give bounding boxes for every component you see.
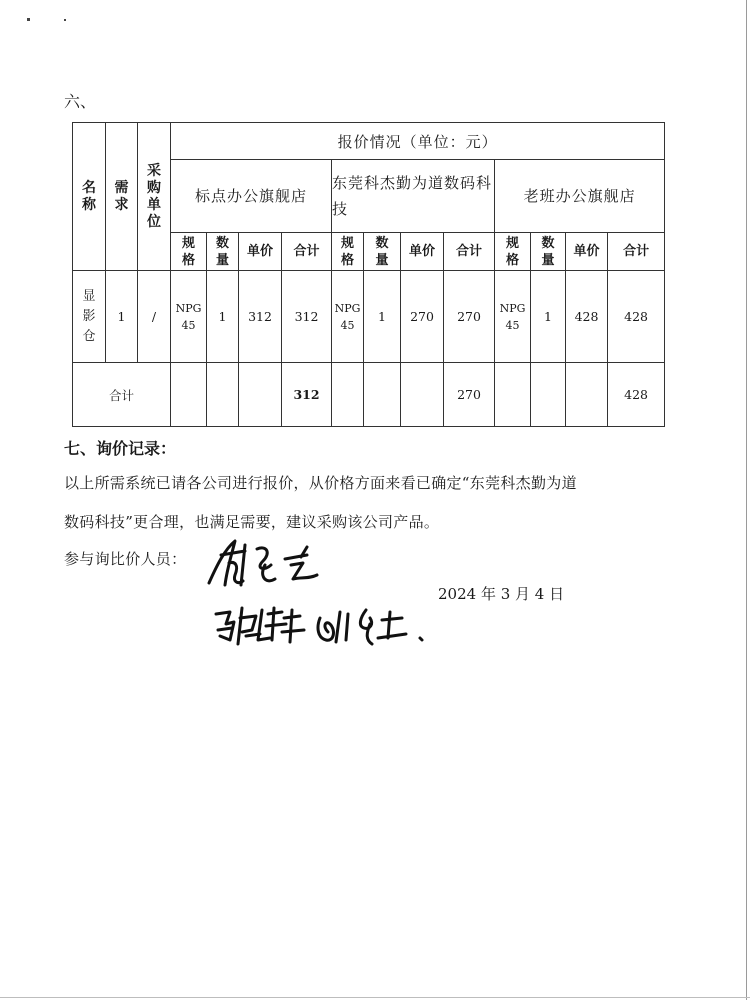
sum-label: 合计 xyxy=(73,363,171,427)
header-quote-info: 报价情况（单位：元） xyxy=(171,123,665,160)
s1-qty: 1 xyxy=(207,271,239,363)
s2-sum-total: 270 xyxy=(444,363,495,427)
inquiry-text-line-2: 数码科技”更合理，也满足需要，建议采购该公司产品。 xyxy=(64,513,440,531)
s3-spec: NPG45 xyxy=(495,271,531,363)
page-edge-right xyxy=(746,0,747,1000)
s3-total-header: 合计 xyxy=(608,233,665,271)
s2-total-header: 合计 xyxy=(444,233,495,271)
header-purchase-unit: 采购单位 xyxy=(138,123,171,271)
signing-date: 2024 年 3 月 4 日 xyxy=(438,585,565,603)
header-demand: 需求 xyxy=(106,123,138,271)
s2-total: 270 xyxy=(444,271,495,363)
s3-sum-total: 428 xyxy=(608,363,665,427)
s2-price: 270 xyxy=(401,271,444,363)
quotation-table xyxy=(72,122,665,427)
scan-speck xyxy=(64,19,66,21)
table-sum-row xyxy=(73,363,665,427)
section-seven-heading: 七、询价记录： xyxy=(64,439,177,458)
table-row xyxy=(73,271,665,363)
signature-2 xyxy=(212,600,312,650)
scan-speck xyxy=(27,18,30,21)
s3-price: 428 xyxy=(566,271,608,363)
item-demand: 1 xyxy=(106,271,138,363)
section-six-heading: 六、 xyxy=(64,92,97,111)
s1-price-header: 单价 xyxy=(239,233,282,271)
s1-spec: NPG45 xyxy=(171,271,207,363)
s2-spec: NPG45 xyxy=(332,271,364,363)
inquiry-text-line-1: 以上所需系统已请各公司进行报价，从价格方面来看已确定“东莞科杰勤为道 xyxy=(64,474,577,492)
supplier-2-name: 东莞科杰勤为道数码科技 xyxy=(332,160,495,233)
s2-qty-header: 数量 xyxy=(364,233,401,271)
item-name: 显影仓 xyxy=(73,271,106,363)
s1-qty-header: 数量 xyxy=(207,233,239,271)
s1-total: 312 xyxy=(282,271,332,363)
s3-price-header: 单价 xyxy=(566,233,608,271)
s2-qty: 1 xyxy=(364,271,401,363)
signature-1 xyxy=(205,535,335,595)
s3-qty: 1 xyxy=(531,271,566,363)
supplier-1-name: 标点办公旗舰店 xyxy=(171,160,332,233)
header-name: 名称 xyxy=(73,123,106,271)
s3-total: 428 xyxy=(608,271,665,363)
page-edge-bottom xyxy=(0,997,750,998)
signature-3 xyxy=(312,600,432,650)
s1-sum-total: 312 xyxy=(282,363,332,427)
s1-total-header: 合计 xyxy=(282,233,332,271)
participants-label: 参与询比价人员： xyxy=(64,550,187,568)
s2-price-header: 单价 xyxy=(401,233,444,271)
item-unit: / xyxy=(138,271,171,363)
s1-spec-header: 规格 xyxy=(171,233,207,271)
s3-qty-header: 数量 xyxy=(531,233,566,271)
s3-spec-header: 规格 xyxy=(495,233,531,271)
s2-spec-header: 规格 xyxy=(332,233,364,271)
supplier-3-name: 老班办公旗舰店 xyxy=(495,160,665,233)
s1-price: 312 xyxy=(239,271,282,363)
